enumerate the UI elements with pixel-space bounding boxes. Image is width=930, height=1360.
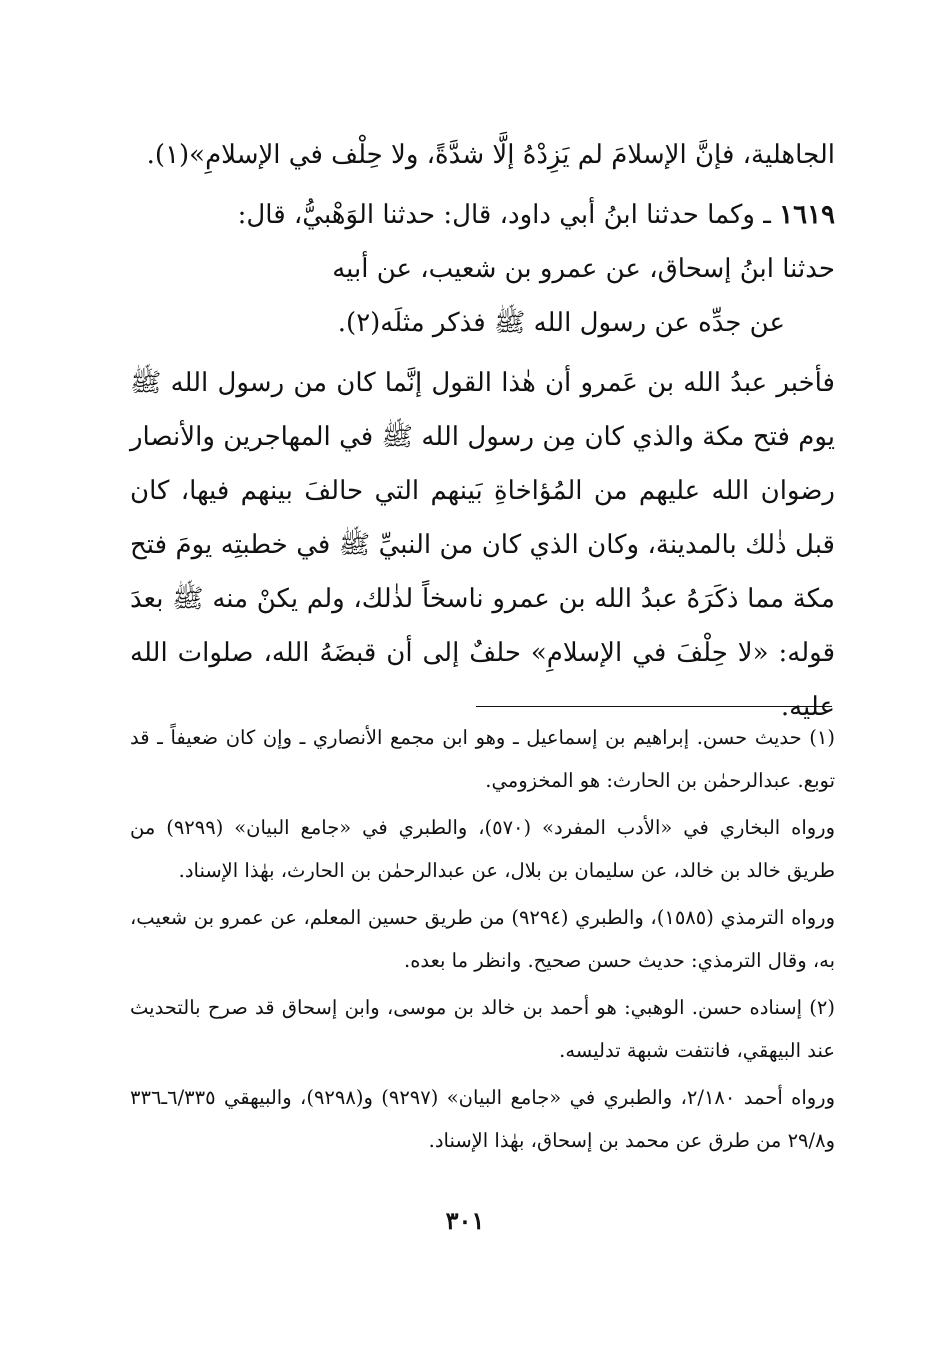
main-text bbox=[130, 128, 835, 740]
paragraph-continuation: الجاهلية، فإنَّ الإسلامَ لم يَزِدْهُ إلَّا شدَّةً، ولا حِلْف في الإسلامِ»(١). bbox=[146, 140, 835, 170]
footnote-1-paragraph: ورواه البخاري في «الأدب المفرد» (٥٧٠)، والطبري في «جامع البيان» (٩٢٩٩) من طريق خالد بن خالد، عن سليمان بن بلال، عن عبدالرحمٰن بن الحارث، بهٰذا الإسناد. bbox=[130, 816, 835, 882]
footnote-separator bbox=[476, 706, 832, 707]
hadith-text: ـ وكما حدثنا ابنُ أبي داود، قال: حدثنا الوَهْبيُّ، قال: bbox=[237, 200, 771, 230]
footnote-2: (٢) إسناده حسن. الوهبي: هو أحمد بن خالد بن موسى، وابن إسحاق قد صرح بالتحديث عند البيهقي، فانتفت شبهة تدليسه. bbox=[130, 996, 835, 1062]
hadith-1619 bbox=[130, 188, 835, 350]
hadith-line: عن جدِّه عن رسول الله ﷺ فذكر مثلَه(٢). bbox=[337, 308, 785, 338]
hadith-number: ١٦١٩ bbox=[779, 200, 835, 230]
paragraph-commentary: فأخبر عبدُ الله بن عَمرو أن هٰذا القول إنَّما كان من رسول الله ﷺ يوم فتح مكة والذي كان مِن رسول الله ﷺ في المهاجرين والأنصار رضوان الله عليهم من المُؤاخاةِ بَينهم التي حالفَ بينهم فيها، كان قبل ذٰلك بالمدينة، وكان الذي كان من النبيِّ ﷺ في خطبتِه يومَ فتح مكة مما ذكَرَهُ عبدُ الله بن عمرو ناسخاً لذٰلك، ولم يكنْ منه ﷺ بعدَ قوله: «لا حِلْفَ في الإسلامِ» حلفٌ إلى أن قبضَهُ الله، صلوات الله عليه. bbox=[130, 368, 836, 722]
hadith-line: حدثنا ابنُ إسحاق، عن عمرو بن شعيب، عن أبيه bbox=[332, 254, 835, 284]
page-number: ٣٠١ bbox=[445, 1206, 485, 1235]
footnote-2-paragraph: ورواه أحمد ٢/١٨٠، والطبري في «جامع البيان» (٩٢٩٧) و(٩٢٩٨)، والبيهقي ٦/٣٣٥ـ٣٣٦ و٢٩/٨ من طرق عن محمد بن إسحاق، بهٰذا الإسناد. bbox=[130, 1086, 836, 1152]
footnotes bbox=[130, 716, 835, 1166]
footnote-1-paragraph: ورواه الترمذي (١٥٨٥)، والطبري (٩٢٩٤) من طريق حسين المعلم، عن عمرو بن شعيب، به، وقال الترمذي: حديث حسن صحيح. وانظر ما بعده. bbox=[130, 906, 835, 972]
hadith-line bbox=[130, 188, 835, 242]
footnote-1: (١) حديث حسن. إبراهيم بن إسماعيل ـ وهو ابن مجمع الأنصاري ـ وإن كان ضعيفاً ـ قد توبع. عبدالرحمٰن بن الحارث: هو المخزومي. bbox=[130, 726, 835, 792]
